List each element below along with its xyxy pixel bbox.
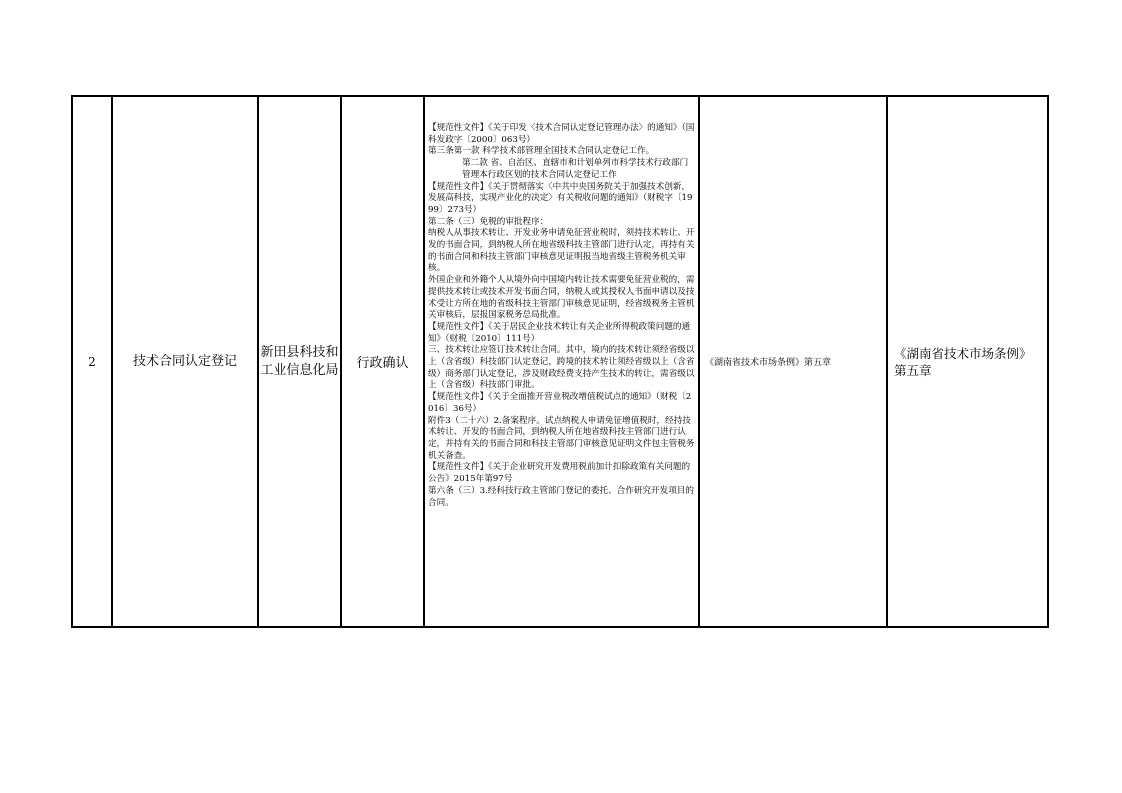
basis-line: 第二款 省、自治区、直辖市和计划单列市科学技术行政部门管理本行政区划的技术合同认定登记工作 [462, 158, 689, 180]
basis-line: 纳税人从事技术转让、开发业务申请免征营业税时，须持技术转让、开发的书面合同，到纳税人所在地省级科技主管部门进行认定，再持有关的书面合同和科技主管部门审核意见证明报当地省级主管税务机关审核。 [428, 228, 695, 274]
table-row [72, 96, 1048, 627]
basis-line: 外国企业和外籍个人从境外向中国境内转让技术需要免征营业税的，需提供技术转让或技术开发书面合同，纳税人或其授权人书面申请以及技术受让方所在地的省级科技主管部门审核意见证明，经省级税务主管机关审核后，层报国家税务总局批准。 [428, 275, 695, 321]
local-regulation-reference: 《湖南省技术市场条例》第五章 [699, 96, 887, 627]
department-name: 新田县科技和工业信息化局 [258, 96, 341, 627]
item-type: 行政确认 [341, 96, 424, 627]
basis-line: 【规范性文件】《关于贯彻落实〈中共中央国务院关于加强技术创新，发展高科技，实现产业化的决定〉有关税收问题的通知》（财税字〔1999〕273号） [428, 181, 693, 215]
basis-line: 附件3（二十六）2.备案程序。试点纳税人申请免征增值税时，经持技术转让、开发的书面合同，到纳税人所在地省级科技主管部门进行认定，并持有关的书面合同和科技主管部门审核意见证明文件包主管税务机关备查。 [428, 415, 695, 461]
basis-line: 第六条（三）3.经科技行政主管部门登记的委托、合作研究开发项目的合同。 [428, 485, 695, 508]
basis-line: 【规范性文件】《关于企业研究开发费用税前加计扣除政策有关问题的公告》2015年第97号 [428, 462, 691, 485]
basis-line: 三、技术转让应签订技术转让合同。其中，境内的技术转让须经省级以上（含省级）科技部门认定登记，跨境的技术转让须经省级以上（含省级）商务部门认定登记，涉及财政经费支持产生技术的转让，需省级以上（含省级）科技部门审批。 [428, 345, 695, 391]
legal-basis-cell [424, 96, 699, 627]
item-name: 技术合同认定登记 [112, 96, 258, 627]
basis-line: 【规范性文件】《关于全面推开营业税改增值税试点的通知》（财税〔2016〕36号） [428, 392, 692, 414]
regulation-reference: 《湖南省技术市场条例》第五章 [887, 96, 1048, 627]
legal-basis-text [425, 97, 698, 509]
basis-line: 【规范性文件】《关于印发〈技术合同认定登记管理办法〉的通知》（国科发政字〔2000〕063号） [428, 123, 695, 145]
basis-line: 第三条第一款 科学技术部管理全国技术合同认定登记工作。 [428, 146, 655, 157]
basis-line: 【规范性文件】《关于居民企业技术转让有关企业所得税政策问题的通知》（财税〔2010〕111号） [428, 321, 691, 344]
document-table [71, 95, 1049, 628]
row-number: 2 [72, 96, 112, 627]
basis-line: 第二条（三）免税的审批程序： [428, 216, 549, 227]
